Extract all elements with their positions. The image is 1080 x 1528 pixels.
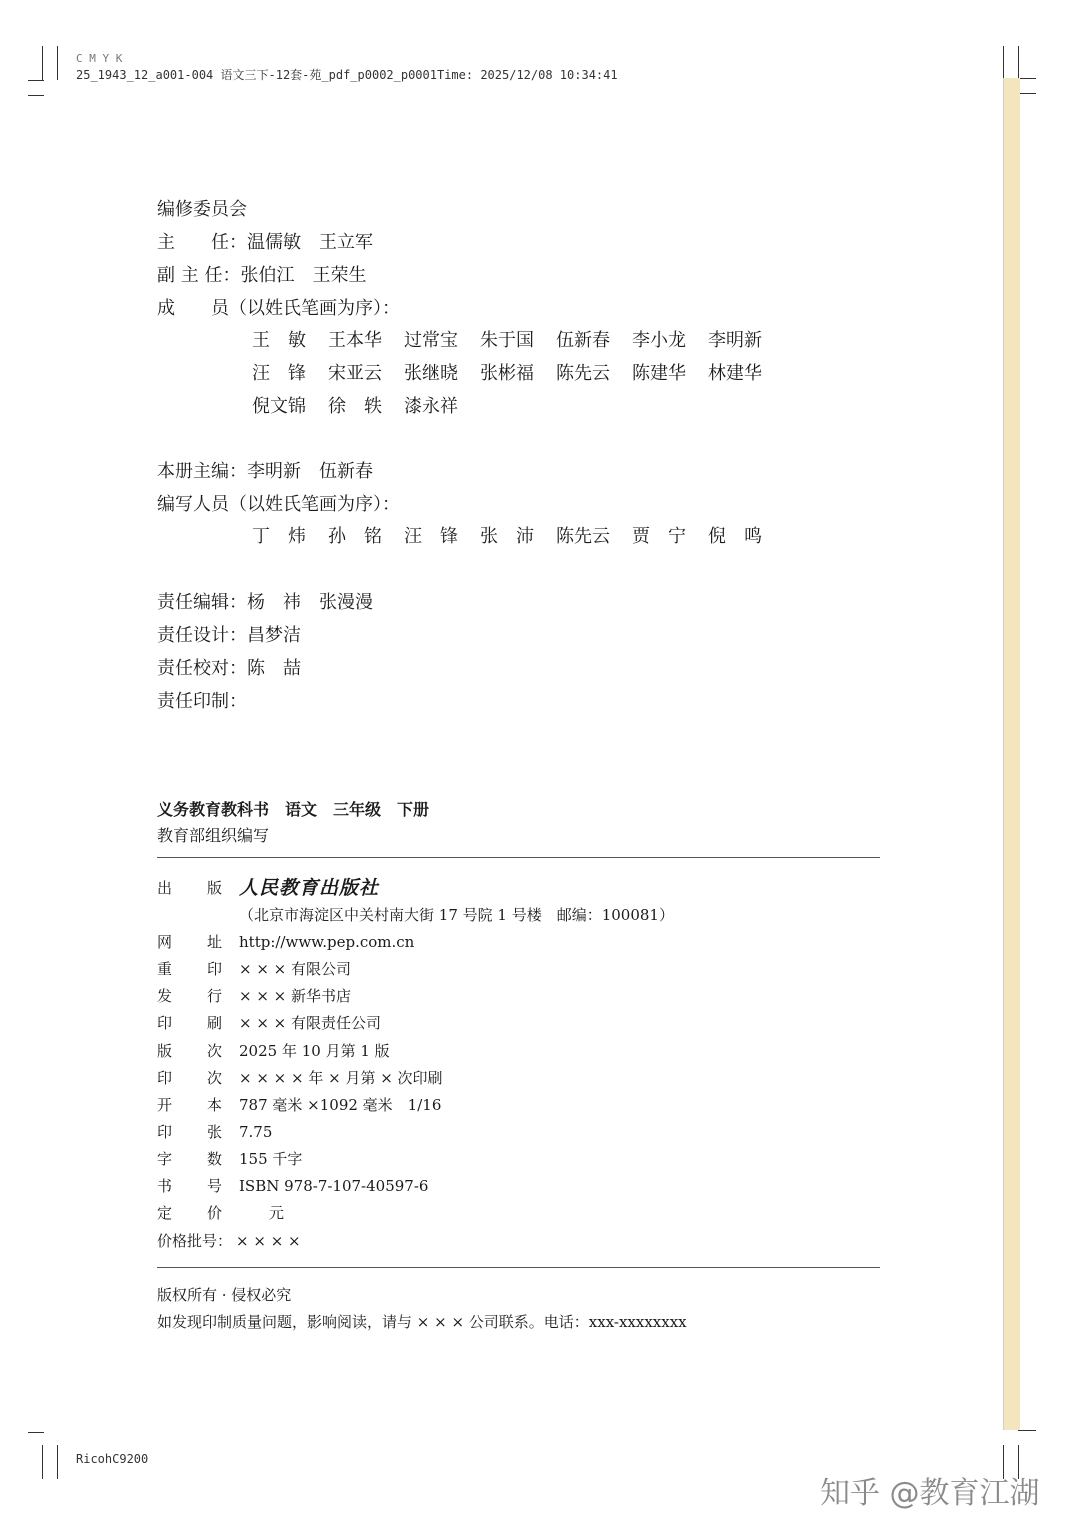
- publication-value: ISBN 978-7-107-40597-6: [239, 1177, 429, 1195]
- publication-row: [157, 1176, 428, 1196]
- publication-value: 7.75: [239, 1123, 273, 1141]
- director-label: 主 任：: [157, 232, 247, 253]
- publication-key-char: 价: [207, 1204, 223, 1222]
- publication-key: [157, 1176, 239, 1196]
- publication-key-char: 书: [157, 1177, 173, 1195]
- price-approval-value: × × × ×: [236, 1232, 301, 1250]
- publication-value[interactable]: http://www.pep.com.cn: [239, 933, 415, 951]
- book-compiler: 教育部组织编写: [157, 826, 270, 845]
- publication-key-char: 开: [157, 1096, 173, 1114]
- publication-key-char: 印: [157, 1123, 173, 1141]
- publication-value: 787 毫米 ×1092 毫米 1/16: [239, 1096, 442, 1114]
- publication-value: 155 千字: [239, 1150, 303, 1168]
- resp-editor-label: 责任编辑：: [157, 592, 247, 613]
- publication-key: [157, 1041, 239, 1061]
- color-bar-label: C M Y K: [76, 52, 123, 65]
- publication-key: [157, 878, 239, 898]
- publication-key-char: 出: [157, 879, 173, 897]
- price-approval-label: 价格批号：: [157, 1232, 233, 1250]
- publication-key-char: 字: [157, 1150, 173, 1168]
- publication-key-char: 刷: [207, 1014, 223, 1032]
- publication-key-char: 重: [157, 960, 173, 978]
- publisher-logo: 人民教育出版社: [239, 877, 380, 899]
- resp-proof-label: 责任校对：: [157, 658, 247, 679]
- chief-editor-names: 李明新 伍新春: [247, 461, 373, 482]
- member-name: 陈先云: [556, 363, 610, 384]
- publication-key: [157, 1122, 239, 1142]
- resp-design-names: 昌梦洁: [247, 625, 301, 646]
- writer-name: 陈先云: [556, 526, 610, 547]
- member-name: 林建华: [708, 363, 762, 384]
- publication-value: 2025 年 10 月第 1 版: [239, 1042, 390, 1060]
- members-row-3: [252, 396, 480, 418]
- publication-value: 元: [239, 1204, 285, 1222]
- watermark: 知乎 @教育江湖: [820, 1476, 1040, 1511]
- writers-label: 编写人员（以姓氏笔画为序）：: [157, 494, 400, 515]
- publication-key: [157, 1068, 239, 1088]
- publication-key: [157, 959, 239, 979]
- publication-key: [157, 1095, 239, 1115]
- publication-key-char: 次: [207, 1042, 223, 1060]
- writer-name: 孙 铭: [328, 526, 382, 547]
- resp-editor-names: 杨 祎 张漫漫: [247, 592, 373, 613]
- publication-row: [157, 959, 351, 979]
- page-edge-strip: [1003, 78, 1020, 1430]
- publication-key-char: 网: [157, 933, 173, 951]
- divider-top: [157, 857, 880, 858]
- quality-notice: 如发现印制质量问题，影响阅读，请与 × × × 公司联系。电话：xxx-xxxxxxxx: [157, 1313, 687, 1331]
- publication-row: [239, 905, 674, 925]
- publication-key-char: 址: [207, 933, 223, 951]
- book-title: 义务教育教科书 语文 三年级 下册: [157, 800, 430, 819]
- member-name: 王 敏: [252, 330, 306, 351]
- member-name: 李小龙: [632, 330, 686, 351]
- publication-key: [157, 1203, 239, 1223]
- publication-row: [157, 1068, 443, 1088]
- committee-heading: 编修委员会: [157, 199, 247, 220]
- publication-key-char: 定: [157, 1204, 173, 1222]
- resp-editor-line: [157, 592, 373, 614]
- publication-row: [157, 932, 414, 952]
- member-name: 王本华: [328, 330, 382, 351]
- publication-key: [157, 986, 239, 1006]
- publication-row: [157, 1122, 272, 1142]
- member-name: 朱于国: [480, 330, 534, 351]
- publication-value: × × × 有限责任公司: [239, 1014, 382, 1032]
- members-row-1: [252, 330, 784, 352]
- member-name: 倪文锦: [252, 396, 306, 417]
- member-name: 张继晓: [404, 363, 458, 384]
- member-name: 伍新春: [556, 330, 610, 351]
- members-label: 成 员（以姓氏笔画为序）：: [157, 298, 400, 319]
- publication-key-char: 版: [157, 1042, 173, 1060]
- writer-name: 倪 鸣: [708, 526, 762, 547]
- member-name: 陈建华: [632, 363, 686, 384]
- member-name: 汪 锋: [252, 363, 306, 384]
- publication-value: × × × × 年 × 月第 × 次印刷: [239, 1069, 443, 1087]
- copyright-notice: 版权所有 · 侵权必究: [157, 1286, 292, 1304]
- publication-value: （北京市海淀区中关村南大街 17 号院 1 号楼 邮编：100081）: [239, 906, 674, 924]
- resp-design-line: [157, 625, 301, 647]
- writer-name: 丁 炜: [252, 526, 306, 547]
- publication-key-char: 数: [207, 1150, 223, 1168]
- publication-key-char: 印: [207, 960, 223, 978]
- member-name: 过常宝: [404, 330, 458, 351]
- member-name: 宋亚云: [328, 363, 382, 384]
- publication-key-char: 张: [207, 1123, 223, 1141]
- resp-design-label: 责任设计：: [157, 625, 247, 646]
- writer-name: 汪 锋: [404, 526, 458, 547]
- deputy-line: [157, 265, 366, 287]
- chief-editor-label: 本册主编：: [157, 461, 247, 482]
- member-name: 漆永祥: [404, 396, 458, 417]
- member-name: 张彬福: [480, 363, 534, 384]
- publication-value: × × × 有限公司: [239, 960, 352, 978]
- publication-row: [157, 878, 379, 898]
- writers-row: [252, 526, 784, 548]
- resp-print-label: 责任印制：: [157, 691, 247, 712]
- member-name: 李明新: [708, 330, 762, 351]
- member-name: 徐 轶: [328, 396, 382, 417]
- director-line: [157, 232, 373, 254]
- deputy-label: 副 主 任：: [157, 265, 241, 286]
- publication-row: [157, 1095, 441, 1115]
- publication-row: [157, 1203, 284, 1223]
- publication-key: [157, 1149, 239, 1169]
- deputy-names: 张伯江 王荣生: [240, 265, 367, 286]
- writer-name: 贾 宁: [632, 526, 686, 547]
- publication-row: [157, 1149, 302, 1169]
- publication-row: [157, 1041, 390, 1061]
- publication-value: × × × 新华书店: [239, 987, 352, 1005]
- divider-bottom: [157, 1267, 880, 1268]
- director-names: 温儒敏 王立军: [247, 232, 373, 253]
- publication-key-char: 本: [207, 1096, 223, 1114]
- publication-key-char: 号: [207, 1177, 223, 1195]
- slug-line: 25_1943_12_a001-004 语文三下-12套-苑_pdf_p0002_p0001Time: 2025/12/08 10:34:41: [76, 68, 618, 82]
- price-approval-line: [157, 1231, 301, 1251]
- publication-key-char: 印: [157, 1069, 173, 1087]
- members-row-2: [252, 363, 784, 385]
- publication-key-char: 发: [157, 987, 173, 1005]
- chief-editor-line: [157, 461, 373, 483]
- printer-label: RicohC9200: [76, 1452, 149, 1466]
- publication-key-char: 版: [207, 879, 223, 897]
- publication-key-char: 次: [207, 1069, 223, 1087]
- publication-row: [157, 986, 351, 1006]
- resp-proof-line: [157, 658, 301, 680]
- publication-row: [157, 1013, 381, 1033]
- resp-proof-names: 陈 喆: [247, 658, 301, 679]
- writer-name: 张 沛: [480, 526, 534, 547]
- publication-key: [157, 932, 239, 952]
- publication-key-char: 印: [157, 1014, 173, 1032]
- publication-key-char: 行: [207, 987, 223, 1005]
- publication-key: [157, 1013, 239, 1033]
